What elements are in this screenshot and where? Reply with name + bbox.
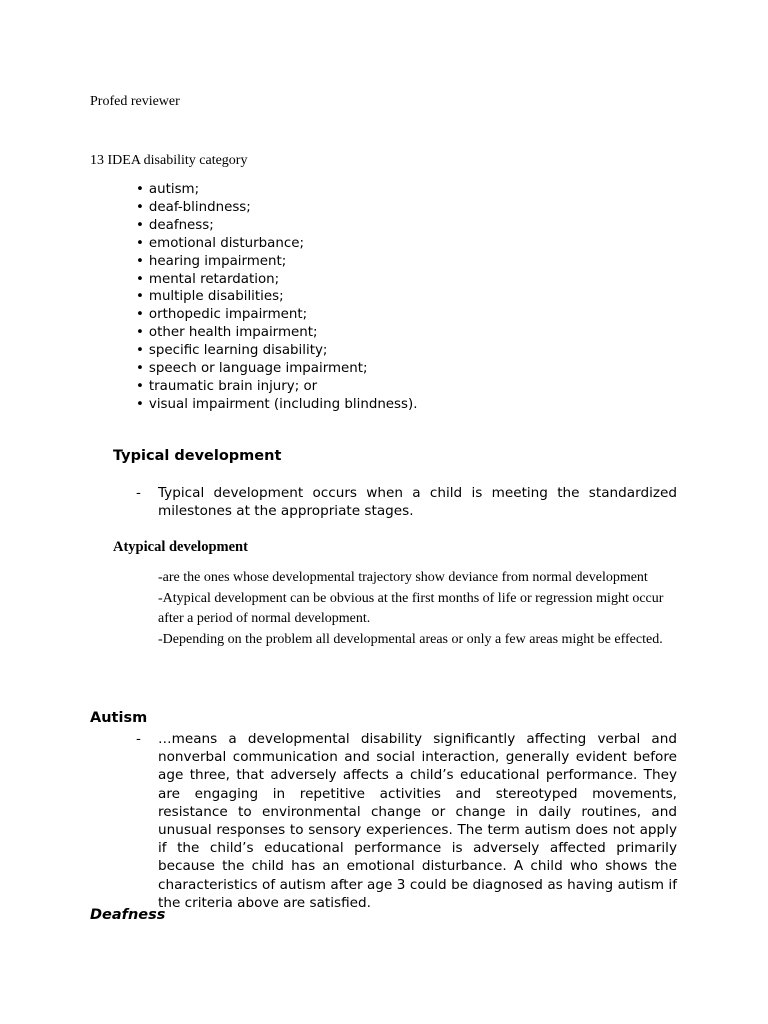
document-title: Profed reviewer — [90, 94, 180, 109]
list-item: • mental retardation; — [136, 271, 417, 289]
dash-bullet: - — [136, 485, 141, 501]
autism-text: …means a developmental disability significantly affecting verbal and nonverbal communication and social interaction, generally evident before age three, that adversely affects a child’s educational performance. They are engaging in repetitive activities and stereotyped movements, resistance to environmental change or change in daily routines, and unusual responses to sensory experiences. The term autism does not apply if the child’s educational performance is adversely affected primarily because the child has an emotional disturbance. A child who shows the characteristics of autism after age 3 could be diagnosed as having autism if the criteria above are satisfied. — [158, 731, 677, 911]
list-item: • orthopedic impairment; — [136, 306, 417, 324]
list-item: • emotional disturbance; — [136, 235, 417, 253]
typical-development-text: Typical development occurs when a child is meeting the standardized milestones at the appropriate stages. — [158, 485, 677, 520]
idea-category-list — [136, 181, 417, 414]
typical-development-paragraph — [136, 484, 677, 520]
list-item: • deaf-blindness; — [136, 199, 417, 217]
atypical-development-heading: Atypical development — [113, 539, 248, 555]
atypical-line: -Atypical development can be obvious at the first months of life or regression might occur after a period of normal development. — [158, 590, 664, 626]
atypical-development-list — [158, 568, 678, 650]
list-item: • specific learning disability; — [136, 342, 417, 360]
idea-category-heading: 13 IDEA disability category — [90, 153, 248, 168]
list-item: • visual impairment (including blindness). — [136, 396, 417, 414]
autism-heading: Autism — [90, 710, 148, 726]
list-item: • hearing impairment; — [136, 253, 417, 271]
list-item: • autism; — [136, 181, 417, 199]
list-item: • deafness; — [136, 217, 417, 235]
autism-paragraph — [136, 730, 677, 912]
atypical-line: -are the ones whose developmental trajectory show deviance from normal development — [158, 570, 648, 585]
typical-development-heading: Typical development — [113, 448, 282, 464]
list-item: • speech or language impairment; — [136, 360, 417, 378]
dash-bullet: - — [136, 731, 141, 747]
list-item: • multiple disabilities; — [136, 288, 417, 306]
list-item: • other health impairment; — [136, 324, 417, 342]
deafness-heading: Deafness — [90, 907, 166, 923]
atypical-line: -Depending on the problem all developmental areas or only a few areas might be effected. — [158, 631, 663, 647]
list-item: • traumatic brain injury; or — [136, 378, 417, 396]
